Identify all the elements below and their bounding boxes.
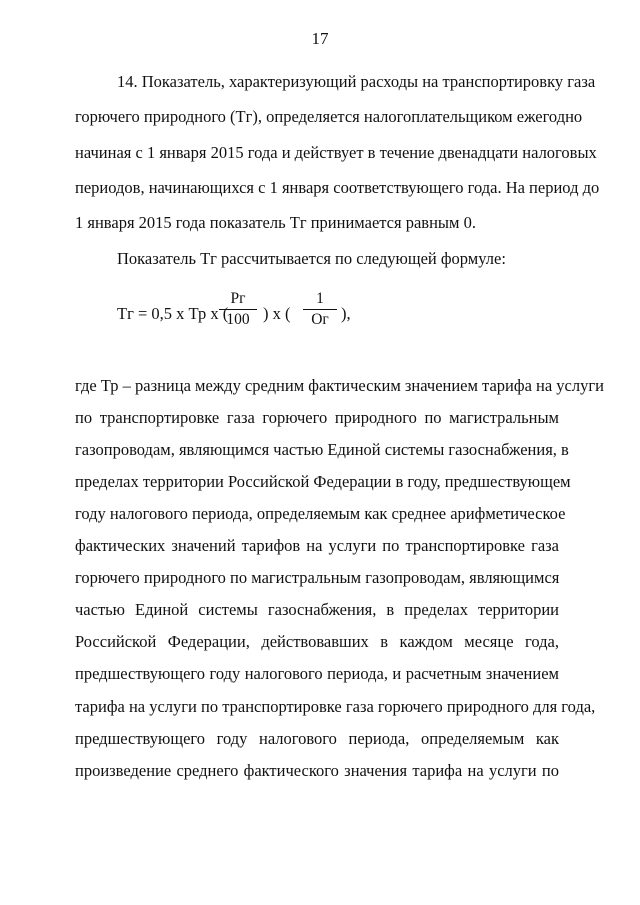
- text-line: горючего природного по магистральным газопроводам, являющимся: [75, 568, 560, 587]
- formula-mid: ) х (: [263, 304, 291, 323]
- text-line: году налогового периода, определяемым как среднее арифметическое: [75, 504, 566, 523]
- fraction-denominator: 100: [226, 311, 250, 328]
- text-line: пределах территории Российской Федерации в году, предшествующем: [75, 472, 571, 491]
- text-line: периодов, начинающихся с 1 января соответствующего года. На период до: [75, 178, 600, 197]
- fraction-numerator: 1: [316, 290, 324, 307]
- formula-end: ),: [341, 304, 351, 323]
- text-line: предшествующего году налогового периода, определяемым как: [75, 729, 559, 748]
- fraction-denominator: Ог: [311, 311, 329, 328]
- text-line: предшествующего году налогового периода, и расчетным значением: [75, 664, 559, 683]
- fraction-bar: [303, 309, 337, 310]
- text-line: частью Единой системы газоснабжения, в пределах территории: [75, 600, 559, 619]
- fraction-pg-over-100: [219, 290, 257, 329]
- fraction-1-over-og: [303, 290, 337, 329]
- text-line: где Тр – разница между средним фактическим значением тарифа на услуги: [75, 376, 604, 395]
- text-line: начиная с 1 января 2015 года и действует в течение двенадцати налоговых: [75, 143, 597, 162]
- text-line: 1 января 2015 года показатель Тг принимается равным 0.: [75, 213, 476, 232]
- page-number: 17: [311, 29, 329, 48]
- fraction-bar: [219, 309, 257, 310]
- text-line: 14. Показатель, характеризующий расходы на транспортировку газа: [117, 72, 596, 91]
- text-line: газопроводам, являющимся частью Единой системы газоснабжения, в: [75, 440, 569, 459]
- text-line: Российской Федерации, действовавших в каждом месяце года,: [75, 632, 559, 651]
- text-line: горючего природного (Тг), определяется налогоплательщиком ежегодно: [75, 107, 583, 126]
- text-line: по транспортировке газа горючего природного по магистральным: [75, 408, 559, 427]
- text-line: тарифа на услуги по транспортировке газа горючего природного для года,: [75, 697, 596, 716]
- formula-intro: Показатель Тг рассчитывается по следующей формуле:: [117, 249, 506, 268]
- formula-lhs: Тг = 0,5 х Тр х (: [117, 304, 229, 323]
- text-line: произведение среднего фактического значения тарифа на услуги по: [75, 761, 559, 780]
- fraction-numerator: Рг: [230, 290, 246, 307]
- text-line: фактических значений тарифов на услуги по транспортировке газа: [75, 536, 559, 555]
